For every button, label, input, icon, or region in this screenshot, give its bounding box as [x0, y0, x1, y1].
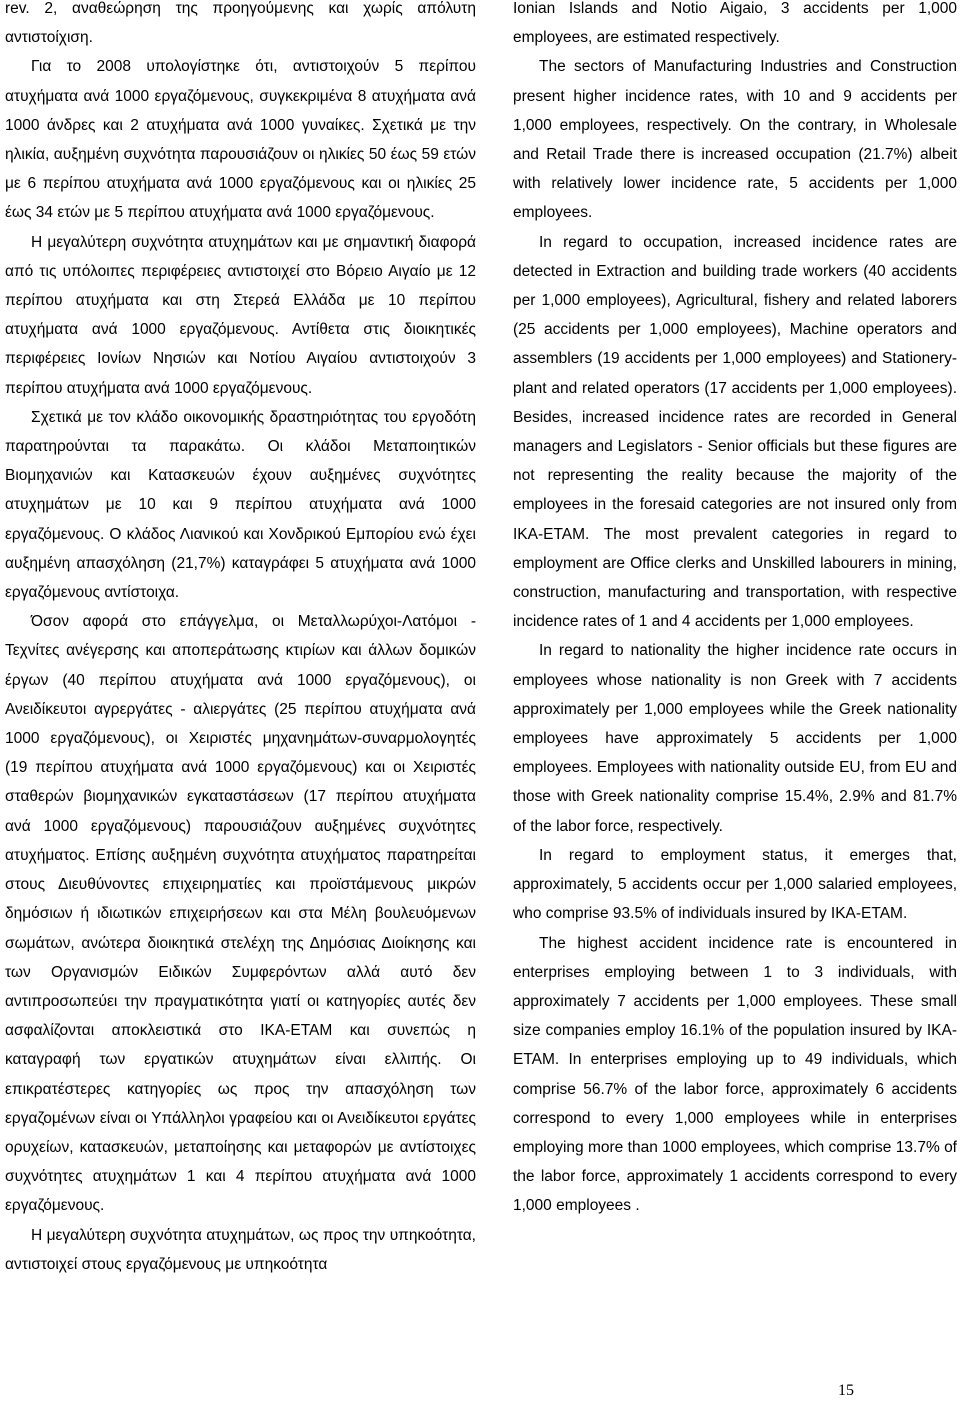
paragraph: In regard to occupation, increased incidence rates are detected in Extraction and building trade workers (40 accidents per 1,000 employees), Agricultural, fishery and related laborers (25 accidents per 1,000 employees), Machine operators and assemblers (19 accidents per 1,000 employees) and Stationery-plant and related operators (17 accidents per 1,000 employees). Besides, increased incidence rates are recorded in General managers and Legislators - Senior officials but these figures are not representing the reality because the majority of the employees in the foresaid categories are not insured only from IKA-ETAM. The most prevalent categories in regard to employment are Office clerks and Unskilled labourers in mining, construction, manufacturing and transportation, with respective incidence rates of 1 and 4 accidents per 1,000 employees.: [513, 233, 957, 631]
paragraph: The highest accident incidence rate is encountered in enterprises employing between 1 to 3 individuals, with approximately 7 accidents per 1,000 employees. These small size companies employ 16.1% of the population insured by IKA-ETAM. In enterprises employing up to 49 individuals, which comprise 56.7% of the labor force, approximately 6 accidents correspond to every 1,000 employees while in enterprises employing more than 1000 employees, which comprise 13.7% of the labor force, approximately 1 accidents correspond to every 1,000 employees .: [513, 934, 957, 1215]
paragraph: Για το 2008 υπολογίστηκε ότι, αντιστοιχούν 5 περίπου ατυχήματα ανά 1000 εργαζόμενους, συγκεκριμένα 8 ατυχήματα ανά 1000 άνδρες και 2 ατυχήματα ανά 1000 γυναίκες. Σχετικά με την ηλικία, αυξημένη συχνότητα παρουσιάζουν οι ηλικίες 50 έως 59 ετών με 6 περίπου ατυχήματα ανά 1000 εργαζόμενους και οι ηλικίες 25 έως 34 ετών με 5 περίπου ατυχήματα ανά 1000 εργαζόμενους.: [5, 58, 476, 222]
paragraph: Η μεγαλύτερη συχνότητα ατυχημάτων, ως προς την υπηκοότητα, αντιστοιχεί στους εργαζόμενους με υπηκοότητα: [5, 1226, 476, 1273]
paragraph: The sectors of Manufacturing Industries and Construction present higher incidence rates, with 10 and 9 accidents per 1,000 employees, respectively. On the contrary, in Wholesale and Retail Trade there is increased occupation (21.7%) albeit with relatively lower incidence rate, 5 accidents per 1,000 employees.: [513, 58, 957, 222]
paragraph: rev. 2, αναθεώρηση της προηγούμενης και χωρίς απόλυτη αντιστοίχιση.: [5, 0, 476, 47]
paragraph: Σχετικά με τον κλάδο οικονομικής δραστηριότητας του εργοδότη παρατηρούνται τα παρακάτω. Οι κλάδοι Μεταποιητικών Βιομηχανιών και Κατασκευών έχουν αυξημένες συχνότητες ατυχημάτων με 10 και 9 περίπου ατυχήματα ανά 1000 εργαζόμενους. Ο κλάδος Λιανικού και Χονδρικού Εμπορίου ενώ έχει αυξημένη απασχόληση (21,7%) καταγράφει 5 ατυχήματα ανά 1000 εργαζόμενους αντίστοιχα.: [5, 408, 476, 602]
paragraph: Η μεγαλύτερη συχνότητα ατυχημάτων και με σημαντική διαφορά από τις υπόλοιπες περιφέρειες αντιστοιχεί στο Βόρειο Αιγαίο με 12 περίπου ατυχήματα και στη Στερεά Ελλάδα με 10 περίπου ατυχήματα ανά 1000 εργαζόμενους. Αντίθετα στις διοικητικές περιφέρειες Ιονίων Νησιών και Νοτίου Αιγαίου αντιστοιχούν 3 περίπου ατυχήματα ανά 1000 εργαζόμενους.: [5, 233, 476, 397]
paragraph: In regard to employment status, it emerges that, approximately, 5 accidents occur per 1,000 salaried employees, who comprise 93.5% of individuals insured by IKA-ETAM.: [513, 846, 957, 923]
greek-text-column: [5, 0, 476, 1279]
paragraph: In regard to nationality the higher incidence rate occurs in employees whose nationality is non Greek with 7 accidents approximately per 1,000 employees while the Greek nationality employees have approximately 5 accidents per 1,000 employees. Employees with nationality outside EU, from EU and those with Greek nationality comprise 15.4%, 2.9% and 81.7% of the labor force, respectively.: [513, 642, 957, 835]
paragraph: Ionian Islands and Notio Aigaio, 3 accidents per 1,000 employees, are estimated respectively.: [513, 0, 957, 47]
english-text-column: [513, 0, 957, 1221]
page-number: 15: [838, 1382, 854, 1399]
paragraph: Όσον αφορά στο επάγγελμα, οι Μεταλλωρύχοι-Λατόμοι - Τεχνίτες ανέγερσης και αποπεράτωσης κτιρίων και άλλων δομικών έργων (40 περίπου ατυχήματα ανά 1000 εργαζόμενους), οι Ανειδίκευτοι αγρεργάτες - αλιεργάτες (25 περίπου ατυχήματα ανά 1000 εργαζόμενους), οι Χειριστές μηχανημάτων-συναρμολογητές (19 περίπου ατυχήματα ανά 1000 εργαζόμενους) και οι Χειριστές σταθερών βιομηχανικών εγκαταστάσεων (17 περίπου ατυχήματα ανά 1000 εργαζόμενους) παρουσιάζουν αυξημένες συχνότητες ατυχήματος. Επίσης αυξημένη συχνότητα ατυχήματος παρατηρείται στους Διευθύνοντες επιχειρηματίες και προϊστάμενους μικρών δημόσιων ή ιδιωτικών επιχειρήσεων και στα Μέλη βουλευόμενων σωμάτων, ανώτερα διοικητικά στελέχη της Δημόσιας Διοίκησης και των Οργανισμών Ειδικών Συμφερόντων αλλά αυτό δεν αντιπροσωπεύει την πραγματικότητα γιατί οι κατηγορίες αυτές δεν ασφαλίζονται αποκλειστικά στο ΙΚΑ-ΕΤΑΜ και συνεπώς η καταγραφή των εργατικών ατυχημάτων είναι ελλιπής. Οι επικρατέστερες κατηγορίες ως προς την απασχόληση των εργαζομένων είναι οι Υπάλληλοι γραφείου και οι Ανειδίκευτοι εργάτες ορυχείων, κατασκευών, μεταποίησης και μεταφορών με αντίστοιχες συχνότητες ατυχημάτων 1 και 4 περίπου ατυχήματα ανά 1000 εργαζόμενους.: [5, 613, 476, 1215]
